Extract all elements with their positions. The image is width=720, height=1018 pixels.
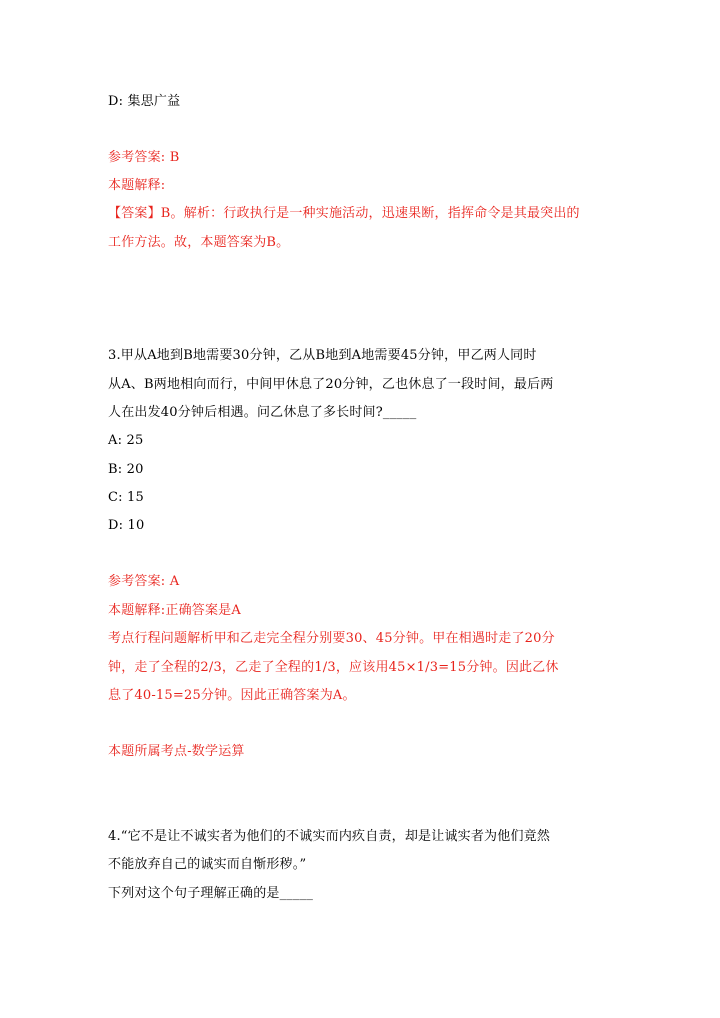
q2-explain-line: 【答案】B。解析：行政执行是一种实施活动，迅速果断，指挥命令是其最突出的 [108,206,580,221]
q3-answer: 参考答案: A [108,574,180,589]
q3-explain-label: 本题解释:正确答案是A [108,603,241,618]
q2-option-d: D: 集思广益 [108,94,181,109]
q3-stem-line: 从A、B两地相向而行，中间甲休息了20分钟，乙也休息了一段时间，最后两 [108,377,554,392]
q3-stem-line: 3.甲从A地到B地需要30分钟，乙从B地到A地需要45分钟，甲乙两人同时 [108,348,537,363]
q4-stem-line: 4.“它不是让不诚实者为他们的不诚实而内疚自责，却是让诚实者为他们竟然 [108,829,551,844]
q3-stem-line: 人在出发40分钟后相遇。问乙休息了多长时间?_____ [108,405,417,420]
q4-stem-line: 下列对这个句子理解正确的是_____ [108,886,314,901]
q3-explain-line: 钟，走了全程的2/3，乙走了全程的1/3，应该用45×1/3=15分钟。因此乙休 [108,660,559,675]
q3-option-b: B: 20 [108,462,144,477]
q3-option-d: D: 10 [108,518,145,533]
q4-stem-line: 不能放弃自己的诚实而自惭形秽。” [108,857,307,872]
q3-category: 本题所属考点-数学运算 [108,744,245,759]
q3-explain-line: 考点行程问题解析甲和乙走完全程分别要30、45分钟。甲在相遇时走了20分 [108,631,555,646]
q2-answer: 参考答案: B [108,150,180,165]
q2-explain-line: 工作方法。故，本题答案为B。 [108,235,290,250]
q3-explain-line: 息了40-15=25分钟。因此正确答案为A。 [108,688,356,703]
q2-explain-label: 本题解释: [108,178,166,193]
q3-option-c: C: 15 [108,490,145,505]
q3-option-a: A: 25 [108,433,144,448]
